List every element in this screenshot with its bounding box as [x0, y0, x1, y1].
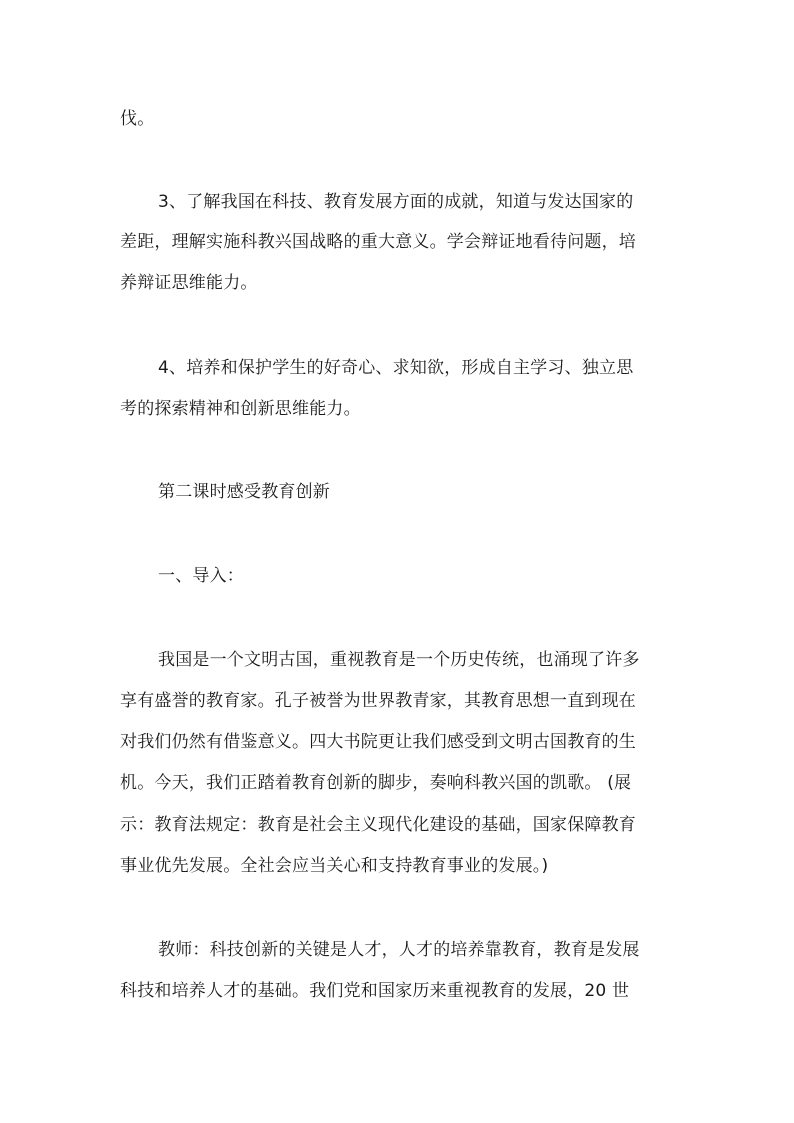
teacher-paragraph-line-2: 科技和培养人才的基础。我们党和国家历来重视教育的发展，20 世	[120, 981, 630, 1001]
goal-3-line-2: 差距，理解实施科教兴国战略的重大意义。学会辩证地看待问题，培	[120, 232, 636, 252]
goal-4-line-1: 4、培养和保护学生的好奇心、求知欲，形成自主学习、独立思	[158, 358, 634, 378]
teacher-paragraph-line-1: 教师：科技创新的关键是人才，人才的培养靠教育，教育是发展	[158, 940, 640, 960]
intro-paragraph-line-2: 享有盛誉的教育家。孔子被誉为世界教青家，其教育思想一直到现在	[120, 691, 636, 711]
intro-paragraph-line-6: 事业优先发展。全社会应当关心和支持教育事业的发展。)	[120, 856, 549, 876]
intro-paragraph-line-3: 对我们仍然有借鉴意义。四大书院更让我们感受到文明古国教育的生	[120, 732, 636, 752]
intro-paragraph-line-5: 示：教育法规定：教育是社会主义现代化建设的基础，国家保障教育	[120, 815, 636, 835]
intro-paragraph-line-1: 我国是一个文明古国，重视教育是一个历史传统，也涌现了许多	[158, 650, 640, 670]
goal-3-line-1: 3、了解我国在科技、教育发展方面的成就，知道与发达国家的	[158, 192, 634, 212]
intro-paragraph-line-4: 机。今天，我们正踏着教育创新的脚步，奏响科教兴国的凯歌。 (展	[120, 773, 632, 793]
goal-4-line-2: 考的探索精神和创新思维能力。	[120, 399, 361, 419]
goal-3-line-3: 养辩证思维能力。	[120, 273, 258, 293]
lesson-heading: 第二课时感受教育创新	[158, 482, 330, 502]
text-line-fa: 伐。	[120, 109, 155, 129]
section-heading-intro: 一、导入：	[158, 566, 244, 586]
